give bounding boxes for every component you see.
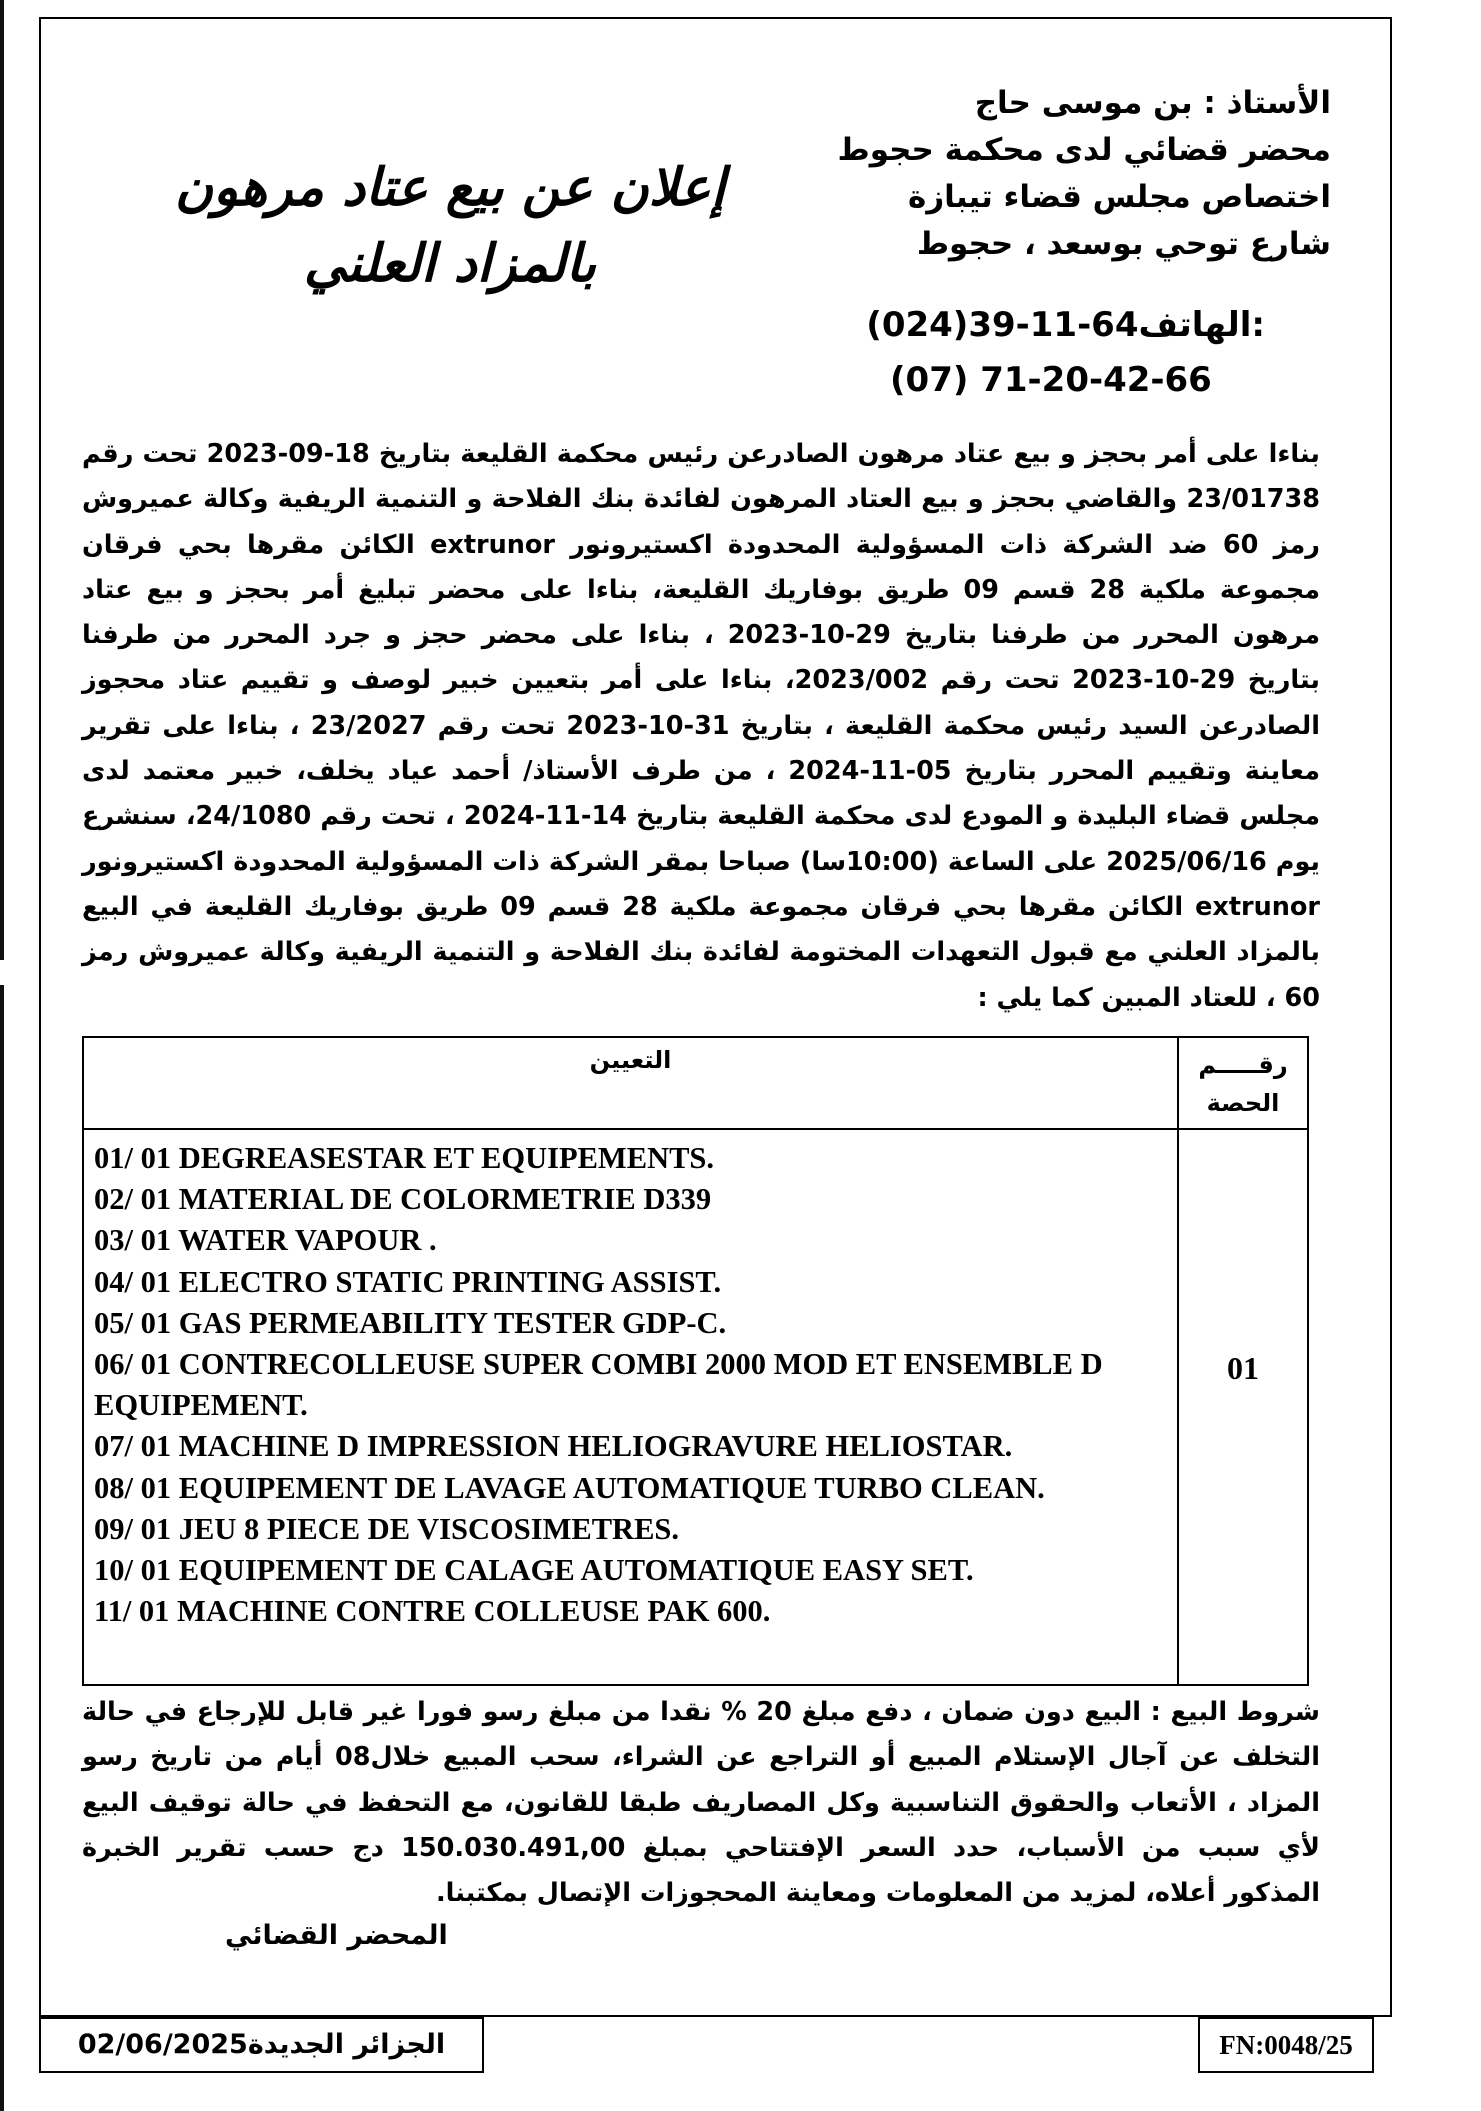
- phone-number-2: (07) 71-20-42-66: [890, 360, 1212, 400]
- title-line-1: إعلان عن بيع عتاد مرهون: [174, 157, 726, 218]
- list-item: 06/ 01 CONTRECOLLEUSE SUPER COMBI 2000 MOD ET ENSEMBLE D EQUIPEMENT.: [94, 1347, 1103, 1423]
- list-item: 09/ 01 JEU 8 PIECE DE VISCOSIMETRES.: [94, 1511, 679, 1546]
- bailiff-address: شارع توحي بوسعد ، حجوط: [916, 226, 1331, 262]
- table-header-description: التعيين: [589, 1046, 672, 1074]
- list-item: 03/ 01 WATER VAPOUR .: [94, 1223, 437, 1258]
- list-item: 10/ 01 EQUIPEMENT DE CALAGE AUTOMATIQUE EASY SET.: [94, 1553, 974, 1588]
- bailiff-name: الأستاذ : بن موسى حاج: [974, 85, 1331, 121]
- list-item: 05/ 01 GAS PERMEABILITY TESTER GDP-C.: [94, 1305, 727, 1340]
- phone-block: [845, 298, 1265, 408]
- list-item: 07/ 01 MACHINE D IMPRESSION HELIOGRAVURE HELIOSTAR.: [94, 1429, 1013, 1464]
- left-margin-line-bottom: [0, 985, 4, 2111]
- left-margin-line-top: [0, 0, 4, 960]
- bailiff-court: محضر قضائي لدى محكمة حجوط: [837, 132, 1331, 168]
- lot-number: 01: [1227, 1350, 1259, 1386]
- table-header-lot-line-1: رقـــــم: [1198, 1051, 1288, 1079]
- announcement-title: [170, 150, 730, 302]
- list-item: 04/ 01 ELECTRO STATIC PRINTING ASSIST.: [94, 1264, 722, 1299]
- equipment-list: [94, 1138, 1164, 1632]
- signature-label: المحضر القضائي: [225, 1920, 448, 1951]
- list-item: 08/ 01 EQUIPEMENT DE LAVAGE AUTOMATIQUE TURBO CLEAN.: [94, 1470, 1045, 1505]
- reference-box: FN:0048/25: [1198, 2017, 1374, 2073]
- title-line-2: بالمزاد العلني: [303, 233, 597, 294]
- sale-conditions: شروط البيع : البيع دون ضمان ، دفع مبلغ 20 % نقدا من مبلغ رسو فورا غير قابل للإرجاع في حالة التخلف عن آجال الإستلام المبيع أو التراجع عن الشراء، سحب المبيع خلال08 أيام من تاريخ رسو المزاد ، الأتعاب والحقوق التناسبية وكل المصاريف طبقا للقانون، مع التحفظ في حالة توقيف البيع لأي سبب من الأسباب، حدد السعر الإفتتاحي بمبلغ 150.030.491,00 دج حسب تقرير الخبرة المذكور أعلاه، لمزيد من المعلومات ومعاينة المحجوزات الإتصال بمكتبنا.: [82, 1697, 1320, 1909]
- table-header-lot: [1179, 1046, 1307, 1122]
- bailiff-header: [811, 80, 1331, 268]
- list-item: 01/ 01 DEGREASESTAR ET EQUIPEMENTS.: [94, 1141, 715, 1175]
- phone-label: الهاتف:: [1138, 305, 1265, 345]
- list-item: 02/ 01 MATERIAL DE COLORMETRIE D339: [94, 1182, 712, 1217]
- equipment-table: [82, 1036, 1309, 1686]
- newspaper-date-box: الجزائر الجديدة02/06/2025: [39, 2017, 484, 2073]
- list-item: 11/ 01 MACHINE CONTRE COLLEUSE PAK 600.: [94, 1594, 771, 1629]
- bailiff-jurisdiction: اختصاص مجلس قضاء تيبازة: [908, 179, 1331, 215]
- phone-number-1: (024)39-11-64: [866, 305, 1139, 345]
- phone-line-1: [845, 298, 1265, 353]
- announcement-body: بناءا على أمر بحجز و بيع عتاد مرهون الصادرعن رئيس محكمة القليعة بتاريخ 18-09-2023 تحت رقم 23/01738 والقاضي بحجز و بيع العتاد المرهون لفائدة بنك الفلاحة و التنمية الريفية وكالة عميروش رمز 60 ضد الشركة ذات المسؤولية المحدودة اكستيرونور extrunor الكائن مقرها بحي فرقان مجموعة ملكية 28 قسم 09 طريق بوفاريك القليعة، بناءا على محضر تبليغ أمر بحجز و بيع عتاد مرهون المحرر من طرفنا بتاريخ 29-10-2023 ، بناءا على محضر حجز و جرد المحرر من طرفنا بتاريخ 29-10-2023 تحت رقم 2023/002، بناءا على أمر بتعيين خبير لوصف و تقييم عتاد محجوز الصادرعن السيد رئيس محكمة القليعة ، بتاريخ 31-10-2023 تحت رقم 23/2027 ، بناءا على تقرير معاينة وتقييم المحرر بتاريخ 05-11-2024 ، من طرف الأستاذ/ أحمد عياد يخلف، خبير معتمد لدى مجلس قضاء البليدة و المودع لدى محكمة القليعة بتاريخ 14-11-2024 ، تحت رقم 24/1080، سنشرع يوم 2025/06/16 على الساعة (10:00سا) صباحا بمقر الشركة ذات المسؤولية المحدودة اكستيرونور extrunor الكائن مقرها بحي فرقان مجموعة ملكية 28 قسم 09 طريق بوفاريك القليعة في البيع بالمزاد العلني مع قبول التعهدات المختومة لفائدة بنك الفلاحة و التنمية الريفية وكالة عميروش رمز 60 ، للعتاد المبين كما يلي :: [82, 439, 1321, 1013]
- table-header-lot-line-2: الحصة: [1206, 1089, 1280, 1117]
